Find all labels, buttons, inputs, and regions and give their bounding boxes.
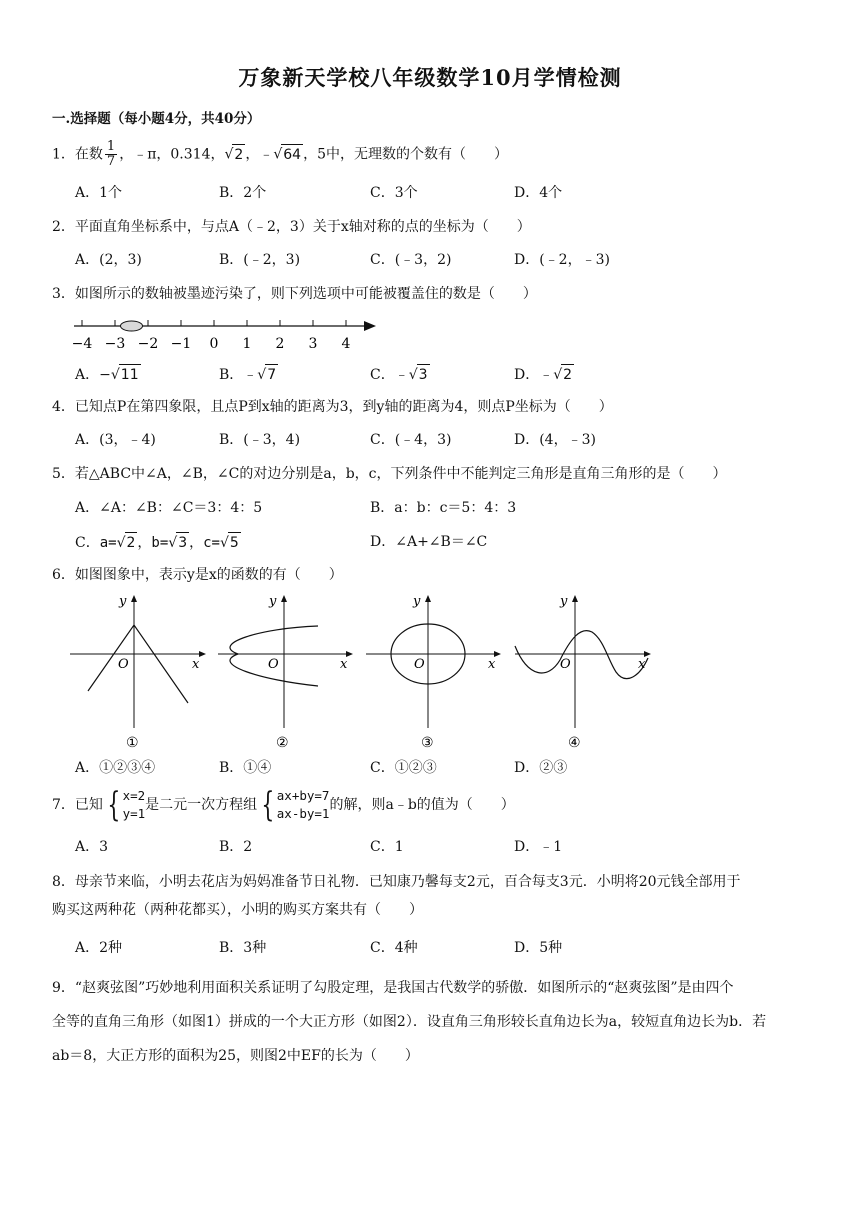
graph-4: [515, 594, 650, 751]
number-line-figure: [60, 312, 390, 356]
radicand: 5: [228, 532, 241, 553]
eq-row: ax+by=7: [276, 788, 330, 803]
q7-option-b[interactable]: B．2: [219, 839, 253, 855]
sqrt-symbol: √: [168, 535, 178, 551]
q8-line-1: 8．母亲节来临，小明去花店为妈妈准备节日礼物．已知康乃馨每支2元，百合每支3元．小明将20元钱全部用于: [52, 874, 741, 890]
axis-y-label: y: [413, 594, 421, 609]
q6-option-b[interactable]: B．①④: [219, 760, 272, 776]
sqrt-symbol: √: [408, 367, 418, 383]
q5-option-b[interactable]: B．a：b：c＝5：4：3: [370, 500, 517, 516]
origin-label: O: [560, 657, 571, 672]
q7-option-a[interactable]: A．3: [75, 839, 109, 855]
q6-option-c[interactable]: C．①②③: [370, 760, 437, 776]
minus-sign: ﹣: [539, 367, 554, 383]
tick-label: 2: [275, 336, 285, 352]
tick-label: 4: [341, 336, 351, 352]
question-9: [52, 971, 812, 1073]
graph-2: [218, 594, 352, 751]
q2-option-c[interactable]: C．(﹣3，2): [370, 252, 452, 268]
tick-label: −3: [104, 336, 126, 352]
q5-option-d[interactable]: D．∠A+∠B＝∠C: [370, 534, 488, 550]
minus-sign: −: [99, 367, 111, 383]
tick-label: 3: [308, 336, 318, 352]
eq-row: ax-by=1: [276, 806, 330, 821]
var-b: ，b=: [137, 535, 169, 551]
radicand: 3: [176, 532, 189, 553]
axis-arrow: [364, 321, 376, 331]
q7-prefix: 7．已知: [52, 797, 103, 813]
q5-option-a[interactable]: A．∠A：∠B：∠C＝3：4：5: [75, 500, 263, 516]
sol-row: x=2: [122, 788, 146, 803]
q1-option-b[interactable]: B．2个: [219, 185, 267, 201]
fraction: [105, 140, 117, 169]
var-c: ，c=: [189, 535, 220, 551]
q9-line-1: 9．“赵爽弦图”巧妙地利用面积关系证明了勾股定理，是我国古代数学的骄傲．如图所示的“赵爽弦图”是由四个: [52, 980, 734, 996]
sqrt-64: 64: [281, 144, 303, 165]
radicand: 2: [561, 364, 574, 385]
axis-y-label: y: [269, 594, 277, 609]
axis-y-label: y: [560, 594, 568, 609]
origin-label: O: [268, 657, 279, 672]
q3-option-b[interactable]: [219, 364, 278, 385]
function-graphs-figure: [60, 588, 660, 754]
sqrt-symbol: √: [273, 146, 283, 163]
tick-label: −4: [71, 336, 93, 352]
sqrt-2: 2: [232, 144, 245, 165]
brace: {: [261, 785, 275, 825]
q3-option-d[interactable]: [514, 364, 574, 385]
q6-option-a[interactable]: A．①②③④: [75, 760, 156, 776]
q7-suffix: 的解，则a﹣b的值为（ ）: [329, 797, 515, 813]
q2-option-d[interactable]: D．(﹣2，﹣3): [514, 252, 610, 268]
equation-system: [257, 787, 329, 823]
q4-option-d[interactable]: D．(4，﹣3): [514, 432, 596, 448]
radicand: 11: [119, 364, 141, 385]
radicand: 3: [417, 364, 430, 385]
axis-x-label: x: [340, 657, 348, 672]
question-6: 6．如图图象中，表示y是x的函数的有（ ）: [52, 567, 343, 583]
radicand: 7: [265, 364, 278, 385]
q8-option-c[interactable]: C．4种: [370, 940, 418, 956]
question-5: 5．若△ABC中∠A，∠B，∠C的对边分别是a，b，c，下列条件中不能判定三角形是直角三角形的是（ ）: [52, 466, 727, 482]
fraction-denominator: 7: [106, 154, 116, 169]
sqrt-symbol: √: [110, 367, 120, 383]
q2-option-a[interactable]: A．(2，3): [75, 252, 142, 268]
q4-option-b[interactable]: B．(﹣3，4): [219, 432, 301, 448]
brace: {: [107, 785, 121, 825]
sqrt-symbol: √: [553, 367, 563, 383]
sqrt-symbol: √: [224, 146, 234, 163]
axis-x-label: x: [488, 657, 496, 672]
question-3: 3．如图所示的数轴被墨迹污染了，则下列选项中可能被覆盖住的数是（ ）: [52, 286, 537, 302]
solution-system: [103, 787, 145, 823]
number-line: [72, 320, 376, 352]
option-label: D．: [514, 367, 540, 383]
fraction-numerator: 1: [106, 139, 116, 154]
radicand: 2: [125, 532, 138, 553]
tick-label: 1: [242, 336, 252, 352]
q1-option-d[interactable]: D．4个: [514, 185, 563, 201]
var-a: a=: [99, 535, 117, 551]
question-8: [52, 868, 812, 924]
question-1: [52, 140, 508, 169]
tick-label: −1: [170, 336, 192, 352]
q8-option-b[interactable]: B．3种: [219, 940, 267, 956]
q2-option-b[interactable]: B．(﹣2，3): [219, 252, 301, 268]
question-4: 4．已知点P在第四象限，且点P到x轴的距离为3，到y轴的距离为4，则点P坐标为（ ）: [52, 399, 613, 415]
graph-label: ②: [276, 735, 289, 751]
graph-3: [366, 594, 500, 751]
q5-option-c[interactable]: [75, 532, 241, 553]
sqrt-symbol: √: [116, 535, 126, 551]
page-title: 万象新天学校八年级数学10月学情检测: [238, 65, 622, 90]
q8-option-a[interactable]: A．2种: [75, 940, 123, 956]
q8-line-2: 购买这两种花（两种花都买），小明的购买方案共有（ ）: [52, 902, 423, 918]
q1-option-a[interactable]: A．1个: [75, 185, 123, 201]
q1-mid: ，﹣π，0.314，: [119, 146, 225, 163]
q9-line-3: ab＝8，大正方形的面积为25，则图2中EF的长为（ ）: [52, 1048, 419, 1064]
option-label: A．: [75, 367, 100, 383]
q1-option-c[interactable]: C．3个: [370, 185, 418, 201]
axis-x-label: x: [192, 657, 200, 672]
origin-label: O: [414, 657, 425, 672]
option-label: C．: [75, 535, 100, 551]
sqrt-symbol: √: [257, 367, 267, 383]
option-label: C．: [370, 367, 395, 383]
question-7: [52, 786, 515, 824]
axis-y-label: y: [119, 594, 127, 609]
q6-option-d[interactable]: D．②③: [514, 760, 568, 776]
origin-label: O: [118, 657, 129, 672]
q7-mid: 是二元一次方程组: [145, 797, 258, 813]
tick-label: 0: [209, 336, 219, 352]
graph-label: ①: [126, 735, 139, 751]
sol-row: y=1: [122, 806, 146, 821]
option-label: B．: [219, 367, 244, 383]
axis-x-label: x: [638, 657, 646, 672]
q1-neg: ，﹣: [245, 146, 274, 163]
minus-sign: ﹣: [394, 367, 409, 383]
graph-label: ③: [421, 735, 434, 751]
q7-option-c[interactable]: C．1: [370, 839, 404, 855]
q3-option-c[interactable]: [370, 364, 430, 385]
q7-option-d[interactable]: D．﹣1: [514, 839, 563, 855]
section-heading: 一.选择题（每小题4分，共40分）: [52, 111, 261, 127]
graph-1: [70, 594, 205, 751]
q1-prefix: 1．在数: [52, 146, 103, 163]
tick-label: −2: [137, 336, 159, 352]
q3-option-a[interactable]: [75, 364, 141, 385]
minus-sign: ﹣: [243, 367, 258, 383]
question-2: 2．平面直角坐标系中，与点A（﹣2，3）关于x轴对称的点的坐标为（ ）: [52, 219, 531, 235]
ink-blot: [121, 321, 143, 331]
q1-suffix: ，5中，无理数的个数有（ ）: [303, 146, 508, 163]
sqrt-symbol: √: [219, 535, 229, 551]
graph-label: ④: [568, 735, 581, 751]
q4-option-a[interactable]: A．(3，﹣4): [75, 432, 156, 448]
q9-line-2: 全等的直角三角形（如图1）拼成的一个大正方形（如图2）．设直角三角形较长直角边长为a，较短直角边长为b．若: [52, 1014, 767, 1030]
q4-option-c[interactable]: C．(﹣4，3): [370, 432, 452, 448]
q8-option-d[interactable]: D．5种: [514, 940, 563, 956]
